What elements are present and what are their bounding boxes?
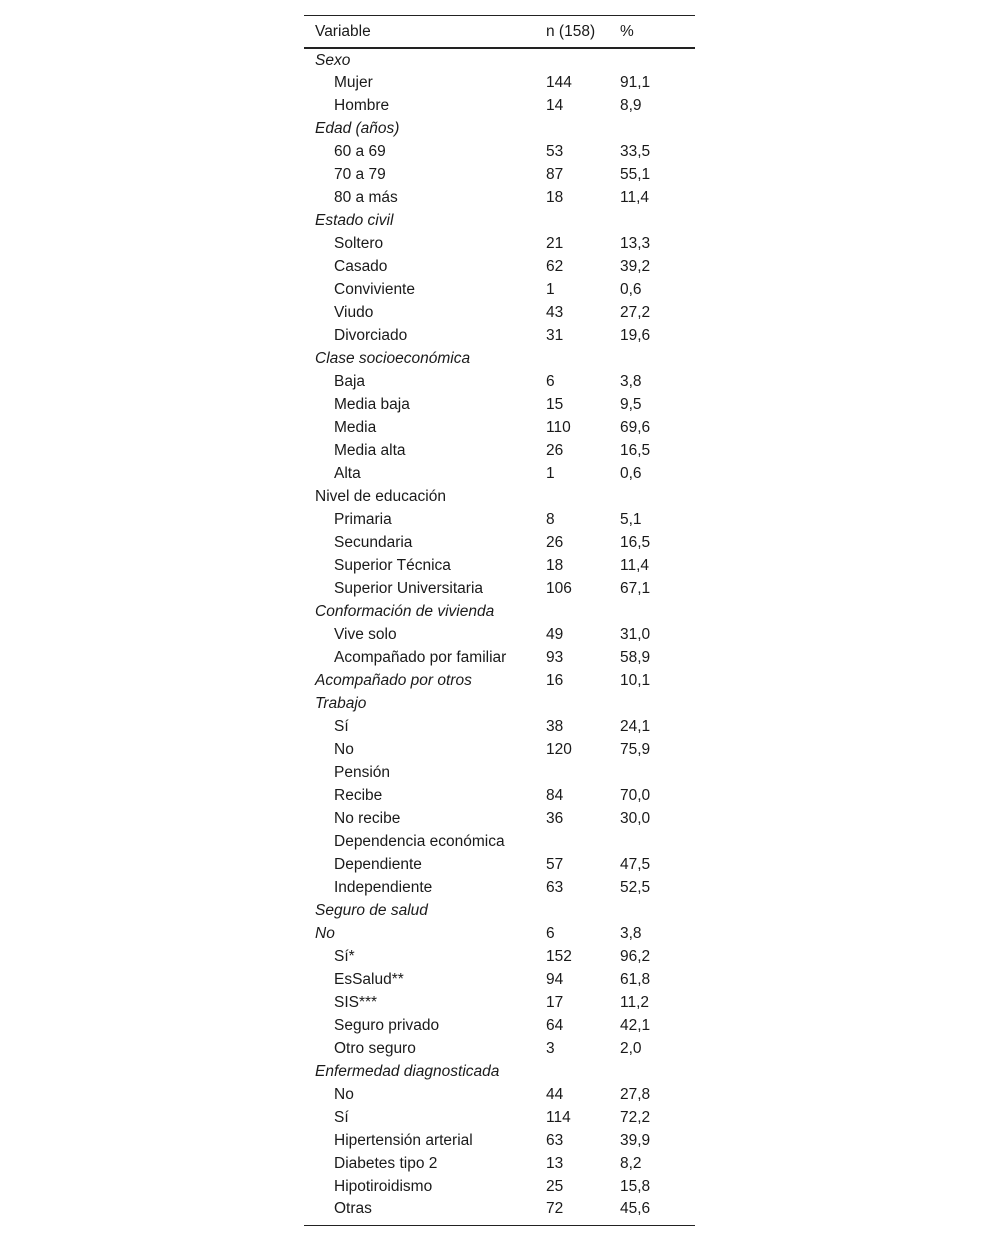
table-row xyxy=(304,255,695,278)
row-percent-value: 30,0 xyxy=(620,809,651,827)
row-percent-value xyxy=(620,1060,695,1083)
row-percent-value: 42,1 xyxy=(620,1016,651,1034)
row-n-value: 38 xyxy=(546,717,564,735)
row-n-value: 13 xyxy=(546,1154,564,1172)
table-row xyxy=(304,209,695,232)
row-percent-value xyxy=(620,692,695,715)
row-percent-value: 47,5 xyxy=(620,855,651,873)
row-percent-value xyxy=(620,117,695,140)
table-row xyxy=(304,876,695,899)
row-n-value: 152 xyxy=(546,947,572,965)
row-n-value: 16 xyxy=(546,671,564,689)
row-n-value xyxy=(546,1060,620,1083)
row-n-value: 62 xyxy=(546,257,564,275)
row-variable-label: Pensión xyxy=(334,763,391,781)
row-variable-label: Estado civil xyxy=(315,211,394,229)
row-variable-label: Soltero xyxy=(334,234,384,252)
table-row xyxy=(304,324,695,347)
row-percent-value: 15,8 xyxy=(620,1177,651,1195)
row-variable-label: No xyxy=(334,1085,354,1103)
row-n-value: 6 xyxy=(546,372,555,390)
row-variable-label: Secundaria xyxy=(334,533,413,551)
table-row xyxy=(304,301,695,324)
row-percent-value xyxy=(620,347,695,370)
table-row xyxy=(304,715,695,738)
table-row xyxy=(304,692,695,715)
row-variable-label: 80 a más xyxy=(334,188,398,206)
table-row xyxy=(304,1175,695,1198)
row-n-value: 110 xyxy=(546,418,571,436)
row-n-value: 49 xyxy=(546,625,564,643)
table-row xyxy=(304,48,695,71)
table-row xyxy=(304,278,695,301)
row-n-value: 26 xyxy=(546,441,564,459)
row-variable-label: Nivel de educación xyxy=(315,487,446,505)
table-row xyxy=(304,853,695,876)
table-row xyxy=(304,1037,695,1060)
row-percent-value xyxy=(620,899,695,922)
row-percent-value: 31,0 xyxy=(620,625,651,643)
row-percent-value: 27,8 xyxy=(620,1085,651,1103)
row-n-value: 25 xyxy=(546,1177,564,1195)
table-row xyxy=(304,1060,695,1083)
row-n-value: 44 xyxy=(546,1085,564,1103)
row-variable-label: Enfermedad diagnosticada xyxy=(315,1062,500,1080)
row-variable-label: Alta xyxy=(334,464,361,482)
row-variable-label: Superior Universitaria xyxy=(334,579,484,597)
row-variable-label: No recibe xyxy=(334,809,401,827)
row-variable-label: Media xyxy=(334,418,377,436)
row-n-value: 1 xyxy=(546,280,555,298)
table-row xyxy=(304,968,695,991)
row-percent-value: 24,1 xyxy=(620,717,651,735)
row-percent-value: 8,2 xyxy=(620,1154,642,1172)
demographics-table-container xyxy=(304,15,695,1226)
row-n-value: 144 xyxy=(546,73,572,91)
table-row xyxy=(304,232,695,255)
table-row xyxy=(304,1152,695,1175)
row-percent-value: 16,5 xyxy=(620,533,651,551)
table-body xyxy=(304,48,695,1225)
row-percent-value: 33,5 xyxy=(620,142,651,160)
row-variable-label: No xyxy=(315,924,335,942)
row-variable-label: Otras xyxy=(334,1200,372,1218)
row-percent-value: 0,6 xyxy=(620,280,642,298)
header-n: n (158) xyxy=(546,22,596,40)
row-n-value xyxy=(546,761,620,784)
row-percent-value: 39,9 xyxy=(620,1131,651,1149)
row-variable-label: Viudo xyxy=(334,303,374,321)
table-row xyxy=(304,623,695,646)
row-variable-label: Media alta xyxy=(334,441,406,459)
row-variable-label: Hipertensión arterial xyxy=(334,1131,473,1149)
row-n-value: 18 xyxy=(546,556,564,574)
table-row xyxy=(304,945,695,968)
row-n-value xyxy=(546,485,620,508)
row-variable-label: Superior Técnica xyxy=(334,556,451,574)
table-row xyxy=(304,1129,695,1152)
table-row xyxy=(304,94,695,117)
row-variable-label: Media baja xyxy=(334,395,410,413)
row-n-value: 64 xyxy=(546,1016,564,1034)
row-variable-label: Acompañado por otros xyxy=(315,671,472,689)
table-row xyxy=(304,485,695,508)
row-n-value: 53 xyxy=(546,142,564,160)
row-percent-value: 8,9 xyxy=(620,96,642,114)
header-row xyxy=(304,16,695,49)
table-row xyxy=(304,347,695,370)
row-percent-value: 11,2 xyxy=(620,993,650,1011)
table-row xyxy=(304,508,695,531)
row-n-value: 17 xyxy=(546,993,564,1011)
table-row xyxy=(304,761,695,784)
row-percent-value: 3,8 xyxy=(620,372,642,390)
row-variable-label: Sí* xyxy=(334,947,355,965)
row-percent-value: 39,2 xyxy=(620,257,651,275)
row-variable-label: EsSalud** xyxy=(334,970,404,988)
table-header xyxy=(304,16,695,49)
row-variable-label: Sexo xyxy=(315,51,351,69)
table-row xyxy=(304,807,695,830)
row-percent-value: 0,6 xyxy=(620,464,642,482)
row-n-value: 94 xyxy=(546,970,564,988)
row-variable-label: Conviviente xyxy=(334,280,415,298)
row-n-value: 6 xyxy=(546,924,555,942)
row-variable-label: SIS*** xyxy=(334,993,378,1011)
row-variable-label: Hipotiroidismo xyxy=(334,1177,433,1195)
row-variable-label: Mujer xyxy=(334,73,373,91)
row-variable-label: No xyxy=(334,740,354,758)
table-row xyxy=(304,991,695,1014)
row-percent-value: 11,4 xyxy=(620,556,650,574)
table-row xyxy=(304,1106,695,1129)
row-percent-value xyxy=(620,600,695,623)
row-n-value xyxy=(546,209,620,232)
row-variable-label: Diabetes tipo 2 xyxy=(334,1154,438,1172)
row-variable-label: 70 a 79 xyxy=(334,165,386,183)
row-percent-value: 27,2 xyxy=(620,303,651,321)
row-variable-label: Vive solo xyxy=(334,625,397,643)
table-row xyxy=(304,71,695,94)
row-variable-label: Trabajo xyxy=(315,694,367,712)
row-percent-value: 19,6 xyxy=(620,326,651,344)
row-percent-value: 72,2 xyxy=(620,1108,651,1126)
table-row xyxy=(304,784,695,807)
table-row xyxy=(304,577,695,600)
row-n-value xyxy=(546,830,620,853)
row-n-value: 18 xyxy=(546,188,564,206)
table-row xyxy=(304,393,695,416)
row-variable-label: Dependiente xyxy=(334,855,422,873)
row-variable-label: Casado xyxy=(334,257,388,275)
row-percent-value: 10,1 xyxy=(620,671,651,689)
row-variable-label: Hombre xyxy=(334,96,390,114)
table-row xyxy=(304,830,695,853)
row-percent-value: 11,4 xyxy=(620,188,650,206)
row-n-value: 114 xyxy=(546,1108,571,1126)
row-percent-value: 13,3 xyxy=(620,234,651,252)
table-row xyxy=(304,738,695,761)
row-n-value: 57 xyxy=(546,855,564,873)
row-percent-value: 75,9 xyxy=(620,740,651,758)
row-variable-label: Edad (años) xyxy=(315,119,400,137)
row-variable-label: Acompañado por familiar xyxy=(334,648,507,666)
row-n-value: 87 xyxy=(546,165,564,183)
table-row xyxy=(304,600,695,623)
row-n-value xyxy=(546,600,620,623)
row-percent-value: 58,9 xyxy=(620,648,651,666)
table-row xyxy=(304,416,695,439)
row-percent-value: 9,5 xyxy=(620,395,642,413)
row-variable-label: Dependencia económica xyxy=(334,832,505,850)
demographics-table xyxy=(304,15,695,1226)
row-n-value: 106 xyxy=(546,579,572,597)
row-percent-value: 69,6 xyxy=(620,418,651,436)
table-row xyxy=(304,370,695,393)
row-n-value: 8 xyxy=(546,510,555,528)
row-variable-label: Sí xyxy=(334,1108,349,1126)
row-percent-value: 91,1 xyxy=(620,73,651,91)
table-row xyxy=(304,669,695,692)
row-n-value: 72 xyxy=(546,1200,564,1218)
row-n-value: 120 xyxy=(546,740,572,758)
header-variable: Variable xyxy=(315,22,371,40)
row-variable-label: Seguro de salud xyxy=(315,901,428,919)
table-row xyxy=(304,439,695,462)
row-n-value: 3 xyxy=(546,1039,555,1057)
row-n-value xyxy=(546,347,620,370)
row-percent-value: 52,5 xyxy=(620,878,651,896)
row-variable-label: Recibe xyxy=(334,786,383,804)
table-row xyxy=(304,163,695,186)
table-row xyxy=(304,554,695,577)
row-n-value: 63 xyxy=(546,1131,564,1149)
row-n-value xyxy=(546,48,620,71)
row-percent-value xyxy=(620,761,695,784)
table-row xyxy=(304,1014,695,1037)
table-row xyxy=(304,462,695,485)
row-percent-value: 70,0 xyxy=(620,786,651,804)
row-n-value xyxy=(546,692,620,715)
row-variable-label: Divorciado xyxy=(334,326,408,344)
row-percent-value: 3,8 xyxy=(620,924,642,942)
row-percent-value: 5,1 xyxy=(620,510,642,528)
row-percent-value xyxy=(620,48,695,71)
row-percent-value: 16,5 xyxy=(620,441,651,459)
row-variable-label: Seguro privado xyxy=(334,1016,440,1034)
row-percent-value: 96,2 xyxy=(620,947,651,965)
header-percent: % xyxy=(620,22,634,40)
row-n-value: 43 xyxy=(546,303,564,321)
row-n-value: 93 xyxy=(546,648,564,666)
row-variable-label: Independiente xyxy=(334,878,433,896)
row-n-value: 31 xyxy=(546,326,564,344)
row-percent-value: 61,8 xyxy=(620,970,651,988)
table-row xyxy=(304,646,695,669)
row-n-value xyxy=(546,899,620,922)
row-n-value: 26 xyxy=(546,533,564,551)
row-n-value: 14 xyxy=(546,96,564,114)
table-row xyxy=(304,922,695,945)
table-row xyxy=(304,531,695,554)
row-variable-label: 60 a 69 xyxy=(334,142,386,160)
table-row xyxy=(304,1083,695,1106)
row-variable-label: Sí xyxy=(334,717,349,735)
table-row xyxy=(304,1198,695,1225)
table-row xyxy=(304,117,695,140)
row-n-value: 84 xyxy=(546,786,564,804)
row-n-value: 36 xyxy=(546,809,564,827)
row-n-value: 21 xyxy=(546,234,564,252)
row-percent-value xyxy=(620,485,695,508)
row-percent-value xyxy=(620,830,695,853)
row-percent-value: 55,1 xyxy=(620,165,651,183)
row-n-value: 63 xyxy=(546,878,564,896)
row-variable-label: Clase socioeconómica xyxy=(315,349,471,367)
table-row xyxy=(304,140,695,163)
row-variable-label: Otro seguro xyxy=(334,1039,416,1057)
row-variable-label: Baja xyxy=(334,372,366,390)
row-variable-label: Conformación de vivienda xyxy=(315,602,495,620)
row-percent-value: 45,6 xyxy=(620,1200,651,1218)
row-n-value xyxy=(546,117,620,140)
row-percent-value: 2,0 xyxy=(620,1039,642,1057)
row-n-value: 15 xyxy=(546,395,564,413)
table-row xyxy=(304,186,695,209)
row-percent-value: 67,1 xyxy=(620,579,651,597)
table-row xyxy=(304,899,695,922)
row-variable-label: Primaria xyxy=(334,510,392,528)
row-n-value: 1 xyxy=(546,464,555,482)
row-percent-value xyxy=(620,209,695,232)
